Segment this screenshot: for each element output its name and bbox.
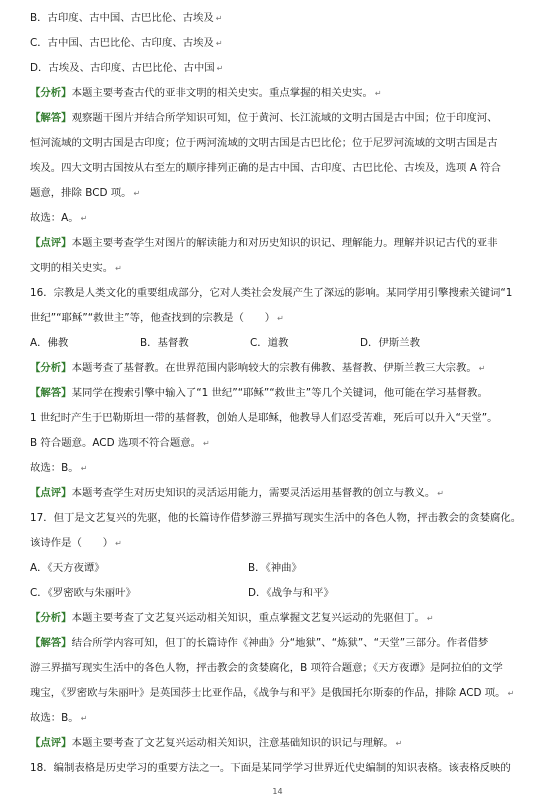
option-b: B．基督教	[140, 337, 189, 349]
question-16: 16．宗教是人类文化的重要组成部分，它对人类社会发展产生了深远的影响。某同学用引擎搜索关键词“1	[30, 287, 513, 299]
comment-line: 文明的相关史实。 ↵	[30, 262, 122, 274]
answer-line: B 符合题意。ACD 选项不符合题意。 ↵	[30, 437, 210, 449]
option-c: C．《罗密欧与朱丽叶》	[30, 587, 136, 599]
option-line: B．古印度、古中国、古巴比伦、古埃及 ↵	[30, 12, 223, 24]
answer-line: 埃及。四大文明古国按从右至左的顺序排列正确的是古中国、古印度、古巴比伦、古埃及，选项 A 符合	[30, 162, 501, 174]
option-a: A．佛教	[30, 337, 69, 349]
option-d: D．伊斯兰教	[360, 337, 420, 349]
question-17-cont: 该诗作是（ ） ↵	[30, 537, 122, 549]
result-line: 故选：B。 ↵	[30, 712, 88, 724]
option-b: B．《神曲》	[248, 562, 302, 574]
page-number: 14	[272, 787, 283, 796]
option-a: A．《天方夜谭》	[30, 562, 105, 574]
result-line: 故选：A。 ↵	[30, 212, 88, 224]
analysis-line: 【分析】本题主要考查古代的亚非文明的相关史实。重点掌握的相关史实。 ↵	[30, 87, 382, 99]
answer-line: 恒河流域的文明古国是古印度；位于两河流域的文明古国是古巴比伦；位于尼罗河流域的文明古国是古	[30, 137, 498, 149]
comment-line: 【点评】本题主要考查了文艺复兴运动相关知识，注意基础知识的识记与理解。 ↵	[30, 737, 403, 749]
answer-line: 瑰宝，《罗密欧与朱丽叶》是英国莎士比亚作品，《战争与和平》是俄国托尔斯泰的作品，排除 ACD 项。 ↵	[30, 687, 515, 699]
answer-line: 1 世纪时产生于巴勒斯坦一带的基督教，创始人是耶稣，他教导人们忍受苦难，死后可以升入“天堂”。	[30, 412, 498, 424]
answer-line: 【解答】观察题干图片并结合所学知识可知，位于黄河、长江流域的文明古国是古中国；位于印度河、	[30, 112, 498, 124]
result-line: 故选：B。 ↵	[30, 462, 88, 474]
comment-line: 【点评】本题主要考查学生对图片的解读能力和对历史知识的识记、理解能力。理解并识记古代的亚非	[30, 237, 498, 249]
answer-line: 题意，排除 BCD 项。 ↵	[30, 187, 141, 199]
analysis-line: 【分析】本题考查了基督教。在世界范围内影响较大的宗教有佛教、基督教、伊斯兰教三大宗教。 ↵	[30, 362, 486, 374]
question-16-cont: 世纪”“耶稣”“救世主”等，他查找到的宗教是（ ） ↵	[30, 312, 284, 324]
comment-line: 【点评】本题考查学生对历史知识的灵活运用能力，需要灵活运用基督教的创立与教义。 ↵	[30, 487, 444, 499]
option-line: C．古中国、古巴比伦、古印度、古埃及 ↵	[30, 37, 223, 49]
question-17: 17．但丁是文艺复兴的先驱，他的长篇诗作借梦游三界描写现实生活中的各色人物，抨击教会的贪婪腐化。	[30, 512, 522, 524]
option-c: C．道教	[250, 337, 289, 349]
answer-line: 【解答】结合所学内容可知，但丁的长篇诗作《神曲》分“地狱”、“炼狱”、“天堂”三部分。作者借梦	[30, 637, 489, 649]
question-18: 18．编制表格是历史学习的重要方法之一。下面是某同学学习世界近代史编制的知识表格。该表格反映的	[30, 762, 511, 774]
option-line: D．古埃及、古印度、古巴比伦、古中国 ↵	[30, 62, 224, 74]
answer-line: 【解答】某同学在搜索引擎中输入了“1 世纪”“耶稣”“救世主”等几个关键词，他可能在学习基督教。	[30, 387, 488, 399]
answer-line: 游三界描写现实生活中的各色人物，抨击教会的贪婪腐化，B 项符合题意；《天方夜谭》是阿拉伯的文学	[30, 662, 503, 674]
option-d: D．《战争与和平》	[248, 587, 334, 599]
analysis-line: 【分析】本题主要考查了文艺复兴运动相关知识，重点掌握文艺复兴运动的先驱但丁。 ↵	[30, 612, 434, 624]
